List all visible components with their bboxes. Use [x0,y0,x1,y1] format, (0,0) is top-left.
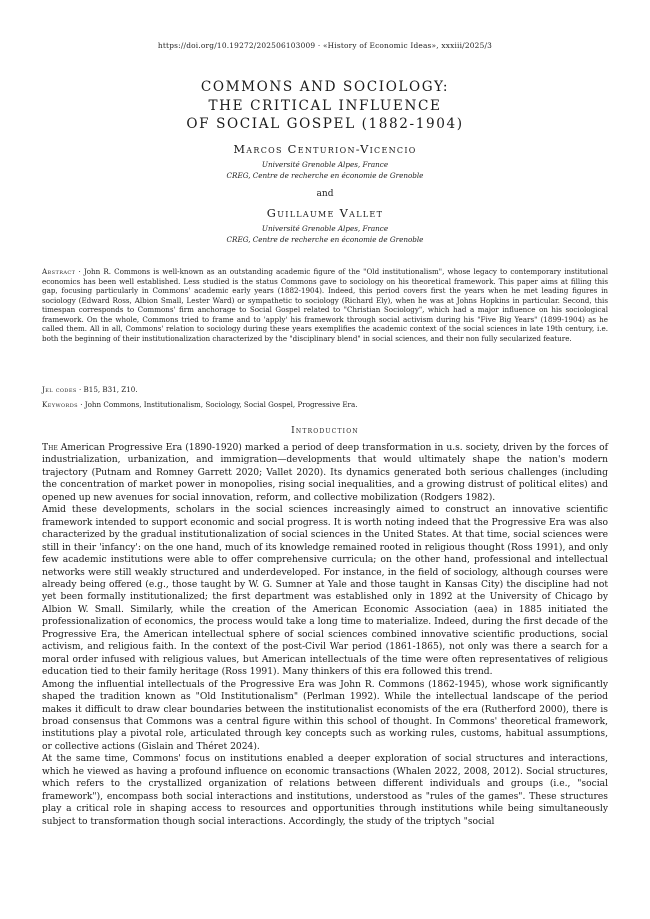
title-line-2: THE CRITICAL INFLUENCE [208,97,442,114]
jel-label: Jel codes [42,385,77,394]
section-heading: Introduction [291,426,359,436]
paragraph-1 [42,442,608,504]
author-2-affiliations [0,224,650,245]
jel-codes [42,385,608,394]
jel-text: · B15, B31, Z10. [79,385,138,394]
author-name-2: Guillaume Vallet [266,206,384,220]
author-1-affiliations [0,160,650,181]
paragraph-2: Amid these developments, scholars in the social sciences increasingly aimed to construct an innovative scientific framework intended to support economic and social progress. It is worth noting indeed that the Progressive Era was also characterized by the gradual institutionalization of social sciences in the United States. At that time, social sciences were still in their 'infancy': on the one hand, much of its knowledge remained rooted in religious thought (Ross 1991), and only few academic institutions were able to offer comprehensive curricula; on the other hand, professional and intellectual networks were still weakly structured and underdeveloped. For instance, in the field of sociology, although courses were already being offered (e.g., those taught by W. G. Sumner at Yale and those taught in Kansas City) the discipline had not yet been formally institutionalized; the first department was established only in 1892 at the University of Chicago by Albion W. Small. Similarly, while the creation of the American Economic Association (aea) in 1885 initiated the professionalization of economics, the process would take a long time to materialize. Indeed, during the first decade of the Progressive Era, the American intellectual sphere of social sciences combined innovative scientific productions, social activism, and religious faith. In the context of the post-Civil War period (1861-1865), not only was there a search for a moral order infused with religious values, but American intellectuals of the time were often representatives of religious education tied to their family heritage (Ross 1991). Many thinkers of this era followed this trend. [42,505,608,678]
affiliation-lab: CREG, Centre de recherche en économie de Grenoble [226,170,424,180]
body-text [42,442,608,828]
running-head[interactable]: https://doi.org/10.19272/202506103009 · «History of Economic Ideas», xxxiii/2025/3 [157,41,493,50]
paragraph-3: Among the influential intellectuals of the Progressive Era was John R. Commons (1862-1945), whose work significantly shaped the tradition known as "Old Institutionalism" (Perlman 1992). While the intellectual landscape of the period makes it difficult to draw clear boundaries between the institutionalist economists of the era (Rutherford 2000), there is broad consensus that Commons was a central figure within this school of thought. In Commons' theoretical framework, institutions play a pivotal role, articulated through key concepts such as working rules, customs, habitual assumptions, or collective actions (Gislain and Théret 2024). [42,679,608,752]
affiliation-university: Université Grenoble Alpes, France [261,160,389,169]
paragraph-1-text: American Progressive Era (1890-1920) marked a period of deep transformation in u.s. society, driven by the forces of industrialization, urbanization, and immigration—developments that would ultimately shape the nation's modern trajectory (Putnam and Romney Garrett 2020; Vallet 2020). Its dynamics generated both serious challenges (including the concentration of market power in monopolies, rising social inequalities, and a growing distrust of political elites) and opened up new avenues for social innovation, reform, and collective mobilization (Rodgers 1982). [42,443,608,503]
abstract [42,267,608,343]
affiliation-university: Université Grenoble Alpes, France [261,224,389,233]
abstract-label: Abstract [42,267,76,276]
paragraph-4: At the same time, Commons' focus on institutions enabled a deeper exploration of social structures and interactions, which he viewed as having a profound influence on economic transactions (Whalen 2022, 2008, 2012). Social structures, which refers to the crystallized organization of relations between different individuals and groups (i.e., "social framework"), encompass both social interactions and institutions, understood as "rules of the games". These structures play a critical role in shaping access to resources and opportunities through institutions while being simultaneously subject to transformation though social interactions. Accordingly, the study of the triptych "social [42,754,608,827]
title-line-3: OF SOCIAL GOSPEL (1882-1904) [186,116,464,132]
abstract-text: · John R. Commons is well-known as an outstanding academic figure of the "Old institutionalism", whose legacy to contemporary institutional economics has been well established. Less studied is the status Commons gave to sociology on his theoretical framework. This paper aims at filling this gap, focusing particularly in Commons' academic early years (1882-1904). Indeed, this period covers first the years when he met leading figures in sociology (Edward Ross, Albion Small, Lester Ward) or sympathetic to sociology (Richard Ely), when he was at Johns Hopkins in particular. Second, this timespan corresponds to Commons' firm anchorage to Social Gospel related to "Christian Sociology", which had a major influence on his sociological framework. On the whole, Commons tried to frame and to 'apply' his framework through social activism during his "Five Big Years" (1899-1904) as he called them. All in all, Commons' relation to sociology during these years exemplifies the academic context of the social sciences in late 19th century, i.e. both the beginning of their institutionalization characterized by the "disciplinary blend" in social sciences, and their non fully secularized feature. [42,267,608,343]
keywords [42,400,608,409]
author-conjunction: and [316,189,334,199]
keywords-text: · John Commons, Institutionalism, Sociology, Social Gospel, Progressive Era. [80,400,358,409]
title-line-1: COMMONS AND SOCIOLOGY: [200,79,450,95]
article-title [0,78,650,134]
paragraph-lead-word: The [42,443,58,453]
affiliation-lab: CREG, Centre de recherche en économie de Grenoble [226,234,424,244]
keywords-label: Keywords [42,400,78,409]
author-name-1: Marcos Centurion-Vicencio [233,142,417,156]
